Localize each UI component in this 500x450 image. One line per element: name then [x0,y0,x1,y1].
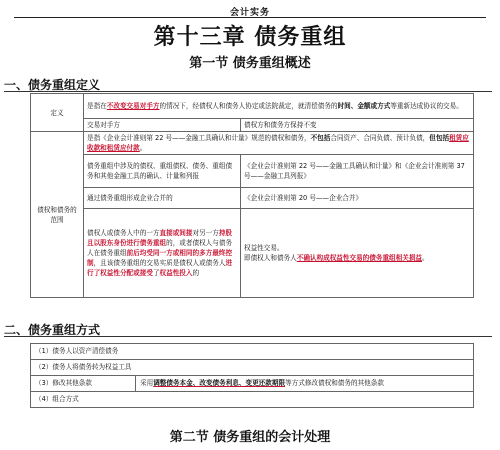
section-title: 第一节 债务重组概述 [189,56,311,71]
part2-heading: 二、债务重组方式 [4,323,101,337]
scope-include-label: 但包括 [429,134,450,142]
shareholder-highlight-3: 前后均受同一方或相同的多方最终控制 [87,249,233,267]
scope-intro-3: 。 [139,144,147,152]
shareholder-left [84,209,241,298]
method-row-3-text-1: 采用 [140,379,154,387]
merger-right: 《企业会计准则第 20 号——企业合并》 [241,188,474,209]
definition-text [84,94,474,119]
shareholder-text-2: 对另一方 [192,229,219,237]
recognition-left: 债务重组中涉及的债权、重组债权、债务、重组债务和其他金融工具的确认、计量和列报 [84,155,241,188]
method-row [31,360,474,376]
shareholder-highlight-4: 进行了权益性分配或接受 [87,259,233,277]
scope-intro-2: 合同资产、合同负债、预计负债， [330,134,430,142]
shareholder-highlight-1: 直接或间接 [159,229,193,237]
shareholder-row [31,209,474,298]
counterparty-row [31,119,474,132]
counterparty-label: 交易对手方 [84,119,241,132]
definition-table [30,93,474,298]
equity-note-1: 即债权人和债务人 [244,254,297,262]
scope-exclude-label: 不包括 [310,134,331,142]
part1-heading: 一、债务重组定义 [4,78,101,92]
merger-left: 通过债务重组形成企业合并的 [84,188,241,209]
merger-row [31,188,474,209]
equity-transaction-text: 权益性交易。 [244,244,284,252]
method-table [30,343,474,408]
scope-intro-1: 是指《企业会计准则第 22 号——金融工具确认和计量》规范的债权和债务， [87,134,311,142]
method-row-2: （2）债务人将债务转为权益工具 [31,360,474,376]
method-row-3-text-2: 等方式修改债权和债务的其他条款 [285,379,384,387]
method-row-3-highlight: 调整债务本金、改变债务利息、变更还款期限 [153,379,286,387]
method-row-3-label: （3）修改其他条款 [31,376,136,392]
definition-text-1: 是指在 [87,102,107,110]
part1-heading-rule [4,91,492,92]
definition-label: 定义 [31,94,84,132]
shareholder-highlight-5: 权益性投入 [159,269,193,277]
definition-highlight-counterparty: 不改变交易对手方 [106,102,160,110]
shareholder-right [241,209,474,298]
scope-intro-text [84,132,474,155]
chapter-title: 第十三章 债务重组 [153,24,347,50]
shareholder-text-6: 的 [192,269,200,277]
method-row [31,344,474,360]
shareholder-text-1: 债权人或债务人中的一方 [87,229,160,237]
method-row [31,392,474,408]
definition-text-2: 的情况下，经债权人和债务人协定或法院裁定，就清偿债务的 [159,102,338,110]
scope-label: 债权和债务的范围 [31,132,84,298]
definition-highlight-terms: 时间、金额或方式 [337,102,391,110]
method-row-3-text [136,376,474,392]
equity-note-highlight: 不确认构成权益性交易的债务重组相关损益 [296,254,423,262]
definition-text-3: 等重新达成协议的交易。 [390,102,463,110]
shareholder-text-3: 的，或者债权人与债务人在债务重组 [87,239,233,257]
shareholder-text-4: ，且该债务重组的交易实质是债权人或债务人 [93,259,226,267]
recognition-right: 《企业会计准则第 22 号——金融工具确认和计量》和《企业会计准则第 37 号——金融工具列报》 [241,155,474,188]
method-row-1: （1）债务人以资产清偿债务 [31,344,474,360]
recognition-row [31,155,474,188]
scope-lease-highlight: 租赁应收款和租赁应付款 [87,134,469,152]
method-row [31,376,474,392]
method-row-4: （4）组合方式 [31,392,474,408]
shareholder-highlight-2: 持股且以股东身份进行债务重组 [87,229,233,247]
counterparty-value: 债权方和债务方保持不变 [241,119,474,132]
header-rule [14,17,486,18]
running-header: 会计实务 [229,8,270,18]
section2-title: 第二节 债务重组的会计处理 [169,430,331,445]
equity-note-2: 。 [422,254,429,262]
part2-heading-rule [4,336,492,337]
scope-intro-row [31,132,474,155]
shareholder-text-5: 了 [152,269,160,277]
definition-row [31,94,474,119]
